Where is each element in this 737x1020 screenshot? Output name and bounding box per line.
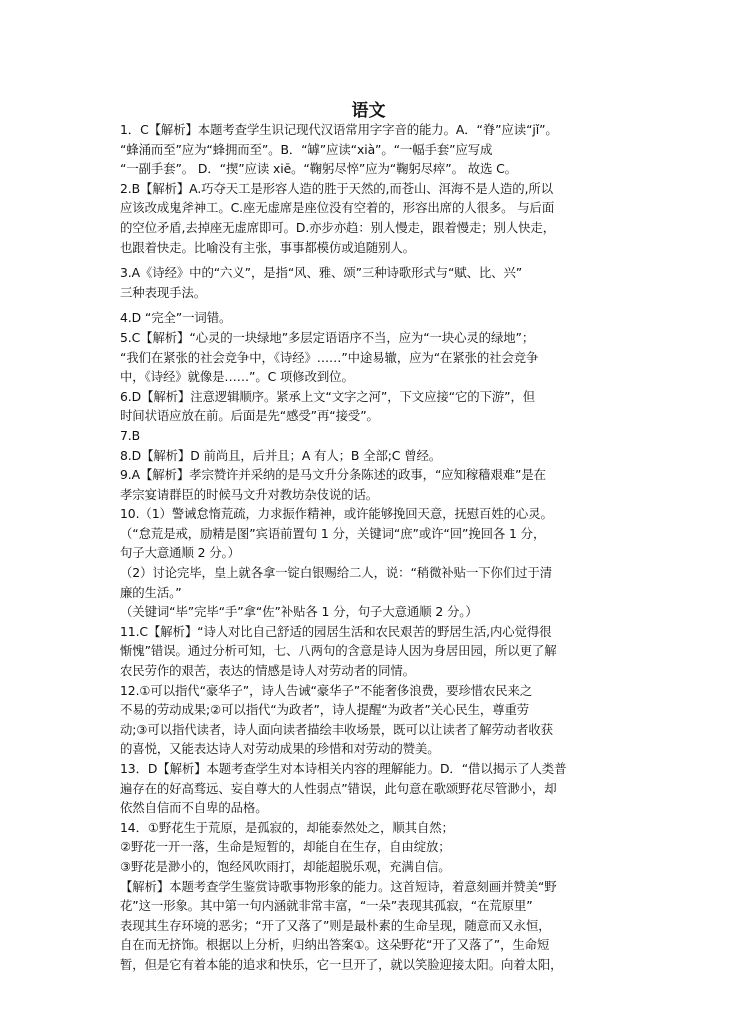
answer-q2 [120, 179, 620, 257]
text-line: 农民劳作的艰苦，表达的情感是诗人对劳动者的同情。 [120, 663, 415, 679]
answer-q4 [120, 308, 620, 328]
text-line: 暂，但是它有着本能的追求和快乐，它一旦开了，就以笑脸迎接太阳。向着太阳， [120, 956, 563, 972]
text-line: 三种表现手法。 [120, 284, 207, 300]
text-line: “蜂涌而至”应为“蜂拥而至”。B．“罅”应读“xià”。“一幅手套”应写成 [120, 141, 493, 157]
text-line: 句子大意通顺 2 分。） [120, 545, 240, 561]
text-line: 3.A《诗经》中的“六义”，是指“风、雅、颂”三种诗歌形式与“赋、比、兴” [120, 265, 523, 281]
text-line: （2）讨论完毕，皇上就各拿一锭白银赐给二人，说：“稍微补贴一下你们过于清 [120, 565, 552, 581]
text-line: 11.C【解析】“诗人对比自己舒适的园居生活和农民艰苦的野居生活,内心觉得很 [120, 623, 552, 639]
text-line: 时间状语应放在前。后面是先“感受”再“接受”。 [120, 408, 379, 424]
text-line: 表现其生存环境的恶劣；“开了又落了”则是最朴素的生命呈现，随意而又永恒， [120, 917, 551, 933]
text-line: 自在而无挤饰。根据以上分析，归纳出答案①。这朵野花“开了又落了”，生命短 [120, 937, 550, 953]
answer-q10 [120, 504, 620, 622]
text-line: 依然自信而不自卑的品格。 [120, 800, 268, 816]
text-line: ②野花一开一落，生命是短暂的，却能自在生存，自由绽放； [120, 839, 451, 855]
answer-q13 [120, 759, 620, 818]
text-line: “一副手套”。 D．“揳”应读 xiē。“鞠躬尽悴”应为“鞠躬尽瘁”。 故选 C。 [120, 161, 517, 177]
text-line: 6.D【解析】注意逻辑顺序。紧承上文“文字之河”，下文应接“它的下游”，但 [120, 388, 536, 404]
text-line: “我们在紧张的社会竞争中，《诗经》……”中途易辙，应为“在紧张的社会竞争 [120, 349, 539, 365]
text-line: 廉的生活。” [120, 584, 182, 600]
text-line: 8.D【解析】D 前尚且，后并且；A 有人；B 全部;C 曾经。 [120, 447, 442, 463]
text-line: 惭愧”错误。通过分析可知，七、八两句的含意是诗人因为身居田园，所以更了解 [120, 643, 557, 659]
page-title: 语文 [351, 101, 386, 121]
answer-q3 [120, 263, 620, 302]
text-line: 的空位矛盾,去掉座无虚席即可。D.亦步亦趋：别人慢走，跟着慢走；别人快走， [120, 219, 555, 235]
text-line: 不易的劳动成果;②可以指代“为政者”，诗人提醒“为政者”关心民生，尊重劳 [120, 702, 530, 718]
text-line: 13．D【解析】本题考查学生对本诗相关内容的理解能力。D．“借以揭示了人类普 [120, 761, 567, 776]
text-line: 12.①可以指代“豪华子”，诗人告诫“豪华子”不能奢侈浪费，要珍惜农民来之 [120, 682, 533, 698]
text-line: （“怠荒是戒，励精是图”宾语前置句 1 分，关键词“庶”或许“回”挽回各 1 分， [120, 525, 546, 541]
text-line: 遍存在的好高骛远、妄自尊大的人性弱点”错误，此句意在歌颂野花尽管渺小，却 [120, 780, 557, 796]
text-line: 动;③可以指代读者，诗人面向读者描绘丰收场景，既可以让读者了解劳动者收获 [120, 721, 553, 737]
text-line: 1．C【解析】本题考查学生识记现代汉语常用字字音的能力。A．“脊”应读“jǐ”。 [120, 122, 558, 137]
text-line: 【解析】本题考查学生鉴赏诗歌事物形象的能力。这首短诗，着意刻画并赞美“野 [120, 878, 557, 894]
answer-q9 [120, 465, 620, 504]
text-line: 的喜悦，又能表达诗人对劳动成果的珍惜和对劳动的赞美。 [120, 741, 440, 757]
text-line: 2.B【解析】A.巧夺天工是形容人造的胜于天然的,而苍山、洱海不是人造的,所以 [120, 180, 553, 196]
answer-q6 [120, 387, 620, 426]
text-line: 孝宗宴请群臣的时候马文升对教坊杂伎说的话。 [120, 486, 379, 502]
text-line: 7.B [120, 427, 141, 443]
text-line: 也跟着快走。比喻没有主张，事事都模仿或追随别人。 [120, 239, 415, 255]
answer-q5 [120, 328, 620, 387]
answer-q12 [120, 681, 620, 759]
text-line: 9.A【解析】孝宗赞许并采纳的是马文升分条陈述的政事，“应知稼穑艰难”是在 [120, 467, 546, 483]
answer-content [120, 120, 620, 975]
text-line: 应该改成鬼斧神工。C.座无虚席是座位没有空着的，形容出席的人很多。 与后面 [120, 200, 555, 216]
answer-q1 [120, 120, 620, 179]
text-line: 中，《诗经》就像是……”。C 项修改到位。 [120, 369, 354, 385]
text-line: 5.C【解析】“心灵的一块绿地”多层定语语序不当，应为“一块心灵的绿地”； [120, 329, 535, 345]
text-line: （关键词“毕”完毕“手”拿“佐”补贴各 1 分，句子大意通顺 2 分。） [120, 604, 478, 620]
text-line: 花”这一形象。其中第一句内涵就非常丰富，“一朵”表现其孤寂，“在荒原里” [120, 898, 533, 914]
answer-q14 [120, 818, 620, 975]
answer-q8 [120, 446, 620, 466]
answer-q7 [120, 426, 620, 446]
text-line: ③野花是渺小的，饱经风吹雨打，却能超脱乐观，充满自信。 [120, 858, 451, 874]
text-line: 10.（1）警诫怠惰荒疏，力求振作精神，或许能够挽回天意，抚慰百姓的心灵。 [120, 506, 553, 522]
text-line: 4.D “完全”一词错。 [120, 310, 232, 326]
text-line: 14．①野花生于荒原，是孤寂的，却能泰然处之，顺其自然； [120, 819, 454, 835]
answer-q11 [120, 622, 620, 681]
